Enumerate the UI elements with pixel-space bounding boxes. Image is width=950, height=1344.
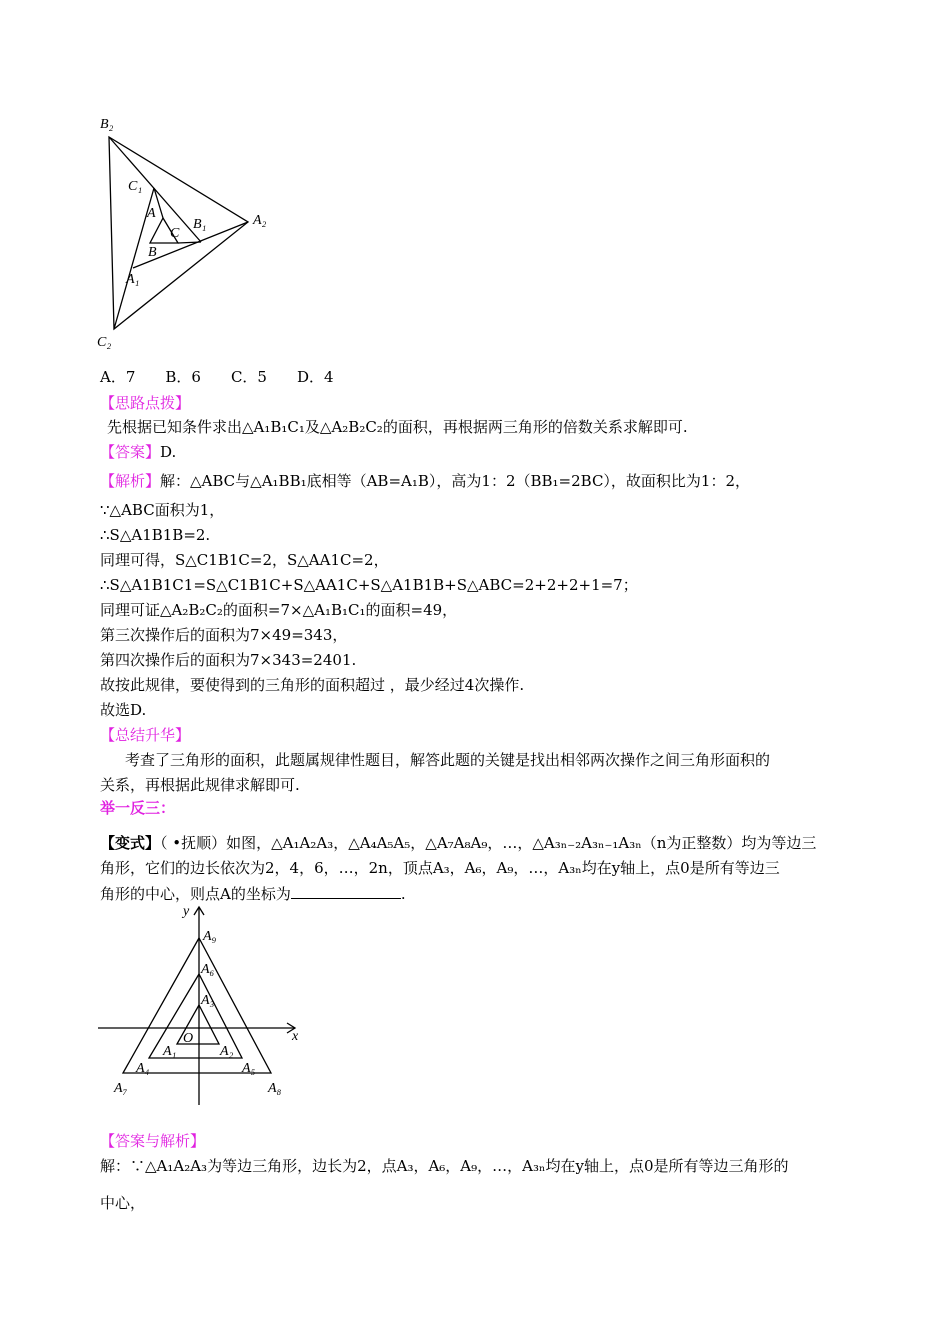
label: A₂	[253, 213, 267, 228]
variant-line: 角形的中心，则点A的坐标为	[100, 885, 291, 903]
variant-heading: 【变式】	[100, 834, 161, 852]
label: C	[170, 226, 180, 241]
answer-heading: 【答案】	[100, 443, 161, 461]
triangle-figure-1	[0, 0, 320, 360]
label: A₉	[203, 929, 217, 944]
label: A₆	[201, 962, 215, 977]
solution-line: 解：∵△A₁A₂A₃为等边三角形，边长为2，点A₃，A₆，A₉，…，A₃ₙ均在y轴上，点0是所有等边三角形的	[100, 1157, 789, 1175]
analysis-heading: 【解析】	[100, 472, 161, 490]
solution-heading: 【答案与解析】	[100, 1132, 206, 1150]
label: A₅	[242, 1061, 256, 1076]
answer-blank	[291, 884, 401, 899]
analysis-line: 故选D.	[100, 701, 147, 719]
analysis-line: ∴S△A1B1C1=S△C1B1C+S△AA1C+S△A1B1B+S△ABC=2+2+2+1=7；	[100, 576, 638, 594]
label: A₈	[268, 1081, 282, 1096]
summary-line: 考查了三角形的面积，此题属规律性题目，解答此题的关键是找出相邻两次操作之间三角形面积的	[125, 751, 771, 769]
variant-line: 角形，它们的边长依次为2，4，6，…，2n，顶点A₃，A₆，A₉，…，A₃ₙ均在y轴上，点0是所有等边三	[100, 859, 780, 877]
label: A₇	[114, 1081, 128, 1096]
axis-label: y	[183, 904, 190, 919]
axis-label: x	[292, 1029, 299, 1044]
label: A₁	[126, 272, 140, 287]
answer-options: A．7 B．6 C．5 D．4	[100, 368, 334, 386]
label: A	[147, 206, 156, 221]
label: B₁	[193, 217, 207, 232]
label: A₁	[163, 1044, 177, 1059]
analysis-line: 第三次操作后的面积为7×49=343，	[100, 626, 348, 644]
analysis-line: 解：△ABC与△A₁BB₁底相等（AB=A₁B），高为1：2（BB₁=2BC），故面积比为1：2，	[160, 472, 751, 490]
label: A₃	[201, 993, 215, 1008]
label: O	[183, 1031, 194, 1046]
analysis-line: 故按此规律，要使得到的三角形的面积超过 ，最少经过4次操作.	[100, 676, 525, 694]
label: B₂	[100, 117, 114, 132]
label: C₁	[128, 179, 143, 194]
answer-text: D.	[160, 443, 177, 461]
summary-heading: 【总结升华】	[100, 726, 191, 744]
label: A₂	[220, 1044, 234, 1059]
analysis-line: 同理可证△A₂B₂C₂的面积=7×△A₁B₁C₁的面积=49，	[100, 601, 458, 619]
period: .	[400, 885, 406, 903]
variant-line: （ •抚顺）如图，△A₁A₂A₃，△A₄A₅A₅，△A₇A₈A₉，…，△A₃ₙ₋₂A₃ₙ₋₁A₃ₙ（n为正整数）均为等边三	[160, 834, 817, 852]
summary-line: 关系，再根据此规律求解即可.	[100, 776, 300, 794]
analysis-line: 同理可得，S△C1B1C=2，S△AA1C=2，	[100, 551, 389, 569]
label: C₂	[97, 335, 112, 350]
label: B	[148, 245, 157, 260]
analysis-line: ∵△ABC面积为1，	[100, 501, 225, 519]
label: A₄	[136, 1061, 150, 1076]
section-heading: 举一反三：	[100, 799, 176, 817]
hint-text: 先根据已知条件求出△A₁B₁C₁及△A₂B₂C₂的面积，再根据两三角形的倍数关系求解即可.	[107, 418, 688, 436]
solution-line: 中心，	[100, 1194, 146, 1212]
hint-heading: 【思路点拨】	[100, 394, 191, 412]
analysis-line: ∴S△A1B1B=2.	[100, 526, 211, 544]
analysis-line: 第四次操作后的面积为7×343=2401.	[100, 651, 357, 669]
